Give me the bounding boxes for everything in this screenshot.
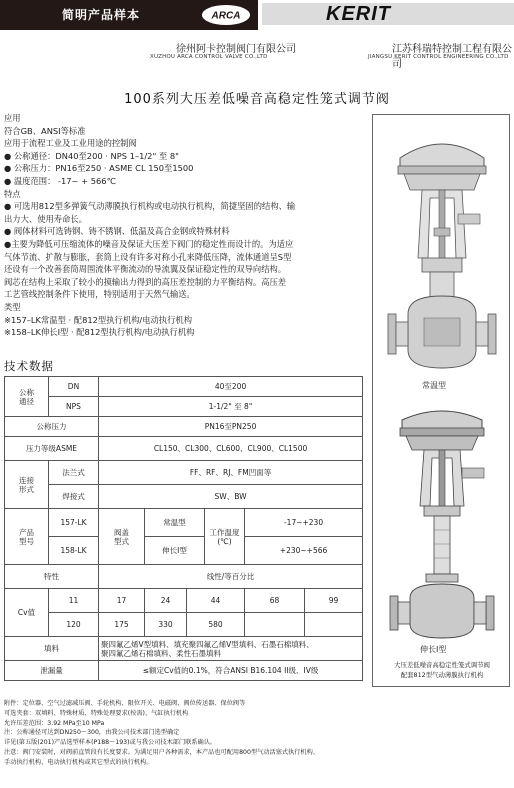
arca-logo	[200, 3, 252, 27]
asme-value: CL150、CL300、CL600、CL900、CL1500	[99, 437, 363, 461]
text-line: 工艺管线控制条件下使用，特别适用于天然气输送。	[4, 289, 195, 300]
company-right-cn: 江苏科瑞特控制工程有限公司	[392, 44, 512, 70]
cv-cell: 580	[187, 613, 245, 637]
text-line: 应用	[4, 113, 21, 123]
text-line: ※157–LK常温型 · 配812型执行机构/电动执行机构	[4, 314, 192, 325]
cv-cell: 44	[187, 589, 245, 613]
pressure-label: 公称压力	[5, 417, 99, 437]
cv-cell	[245, 613, 305, 637]
intro-text	[4, 112, 362, 339]
text-line: ● 公称通径：DN40至200 · NPS 1–1/2" 至 8"	[4, 150, 179, 161]
pressure-value: PN16至PN250	[99, 417, 363, 437]
char-label: 特性	[5, 565, 99, 589]
valve-normal-illustration	[378, 118, 506, 378]
char-value: 线性/等百分比	[99, 565, 363, 589]
packing-line: 聚四氟乙烯V型填料、填充聚四氟乙烯V型填料、石墨石棉填料、	[101, 639, 314, 649]
nps-label: NPS	[49, 397, 99, 417]
flange-label: 法兰式	[49, 461, 99, 485]
caption-extended: 伸长I型	[420, 645, 447, 654]
text-line: 还设有一个改善套筒周围流体平衡流动的导流翼及保证稳定性的双导向结构。	[4, 264, 287, 275]
company-right-en: JIANGSU KERIT CONTROL ENGINEERING CO.,LTD	[368, 54, 509, 60]
model-label: 产品 型号	[5, 509, 49, 565]
cv-cell: 24	[145, 589, 187, 613]
bonnet-normal: 常温型	[145, 509, 205, 537]
flange-value: FF、RF、RJ、FM凹面等	[99, 461, 363, 485]
temp-extended: +230~+566	[245, 537, 363, 565]
conn-label: 连接 形式	[5, 461, 49, 509]
notes-block	[4, 699, 362, 768]
model-158: 158-LK	[49, 537, 99, 565]
document-title: 100系列大压差低噪音高稳定性笼式调节阀	[124, 92, 390, 107]
model-157: 157-LK	[49, 509, 99, 537]
note-line: 详见(第五版(201)产品选型样本(P188～193)或与我公司技术部门联系确认。	[4, 739, 217, 747]
text-line: ● 温度范围： -17~ + 566℃	[4, 175, 116, 186]
nps-value: 1-1/2" 至 8"	[99, 397, 363, 417]
cv-cell: 175	[99, 613, 145, 637]
cv-cell	[305, 613, 363, 637]
text-line: 阀芯在结构上采取了较小的摸输出力得到的高压差控制的力平衡结构。高压差	[4, 276, 287, 287]
kerit-logo: KERIT	[326, 3, 391, 25]
text-line: 气体节流、扩散与膨胀，套筒上设有许多对称小孔来降低压降，流体通道呈S型	[4, 251, 292, 262]
leak-label: 泄漏量	[5, 661, 99, 681]
page-header	[0, 0, 514, 30]
company-left-en: XUZHOU ARCA CONTROL VALVE CO.,LTD	[150, 54, 268, 60]
packing-label: 填料	[5, 637, 99, 661]
svg-text:ARCA: ARCA	[211, 10, 241, 22]
text-line: ●主要为降低可压缩流体的噪音及保证大压差下阀门的稳定性而设计的。为适应	[4, 238, 294, 249]
text-line: 类型	[4, 301, 21, 312]
text-line: ● 公称压力：PN16至250 · ASME CL 150至1500	[4, 163, 194, 174]
text-line: 出力大、使用寿命长。	[4, 213, 87, 224]
temp-normal: -17~+230	[245, 509, 363, 537]
spec-table	[4, 376, 363, 681]
asme-label: 压力等级ASME	[5, 437, 99, 461]
company-left-cn: 徐州阿卡控制阀门有限公司	[176, 44, 296, 55]
cv-cell: 17	[99, 589, 145, 613]
cv-label: Cv值	[5, 589, 49, 637]
weld-value: SW、BW	[99, 485, 363, 509]
figure-footer-line2: 配套812型气动薄膜执行机构	[400, 671, 484, 679]
nominal-dia-label: 公称 通径	[5, 377, 49, 417]
weld-label: 焊接式	[49, 485, 99, 509]
text-line: 应用于流程工业及工业用途的控制阀	[4, 138, 137, 149]
note-line: 允许压差范围：3.92 MPa至10 MPa	[4, 719, 105, 727]
text-line: 符合GB、ANSI等标准	[4, 125, 86, 136]
dn-value: 40至200	[99, 377, 363, 397]
note-line: 附件：定位器、空气过滤减压阀、手轮机构、限位开关、电磁阀、阀位传送器、保位阀等	[4, 700, 246, 707]
spec-section-title: 技术数据	[4, 359, 54, 373]
note-line: 可选夹套：双填料、特殊材质、特殊处理要求(按需)、气缸执行机构	[4, 709, 189, 717]
figure-footer-line1: 大压差低噪音高稳定性笼式调节阀	[394, 661, 490, 669]
note-line: 注：公称通径可达到DN250～300，由我公司技术部门选型确定	[4, 729, 180, 737]
dn-label: DN	[49, 377, 99, 397]
cv-cell: 68	[245, 589, 305, 613]
bonnet-label: 阀盖 型式	[99, 509, 145, 565]
text-line: 特点	[4, 188, 21, 199]
note-line: 手动执行机构、电动执行机构或其它型式的执行机构。	[4, 758, 153, 766]
cv-cell: 330	[145, 613, 187, 637]
text-line: ● 可选用812型多弹簧气动薄膜执行机构或电动执行机构，简捷坚固的结构、输	[4, 201, 296, 212]
text-line: ※158–LK伸长I型 · 配812型执行机构/电动执行机构	[4, 327, 195, 338]
header-title: 简明产品样本	[62, 8, 141, 22]
cv-cell: 99	[305, 589, 363, 613]
cv-cell: 120	[49, 613, 99, 637]
caption-normal: 常温型	[422, 381, 446, 390]
packing-line: 聚四氟乙烯石棉填料、柔性石墨填料	[101, 648, 221, 658]
valve-extended-illustration	[378, 398, 506, 646]
text-line: ● 阀体材料可选铸钢、铸不锈钢、低温及高合金钢或特殊材料	[4, 226, 230, 237]
cv-cell: 11	[49, 589, 99, 613]
bonnet-extended: 伸长I型	[145, 537, 205, 565]
temp-label: 工作温度 (℃)	[205, 509, 245, 565]
packing-value	[99, 637, 363, 661]
leak-value: ≤额定Cv值的0.1%，符合ANSI B16.104 II级、IV级	[99, 661, 363, 681]
note-line: 注意：阀门安装时，对阀前直管段有长度要求。为满足用户各种需求，本产品也可配用800型气动活塞式执行机构、	[4, 748, 319, 756]
